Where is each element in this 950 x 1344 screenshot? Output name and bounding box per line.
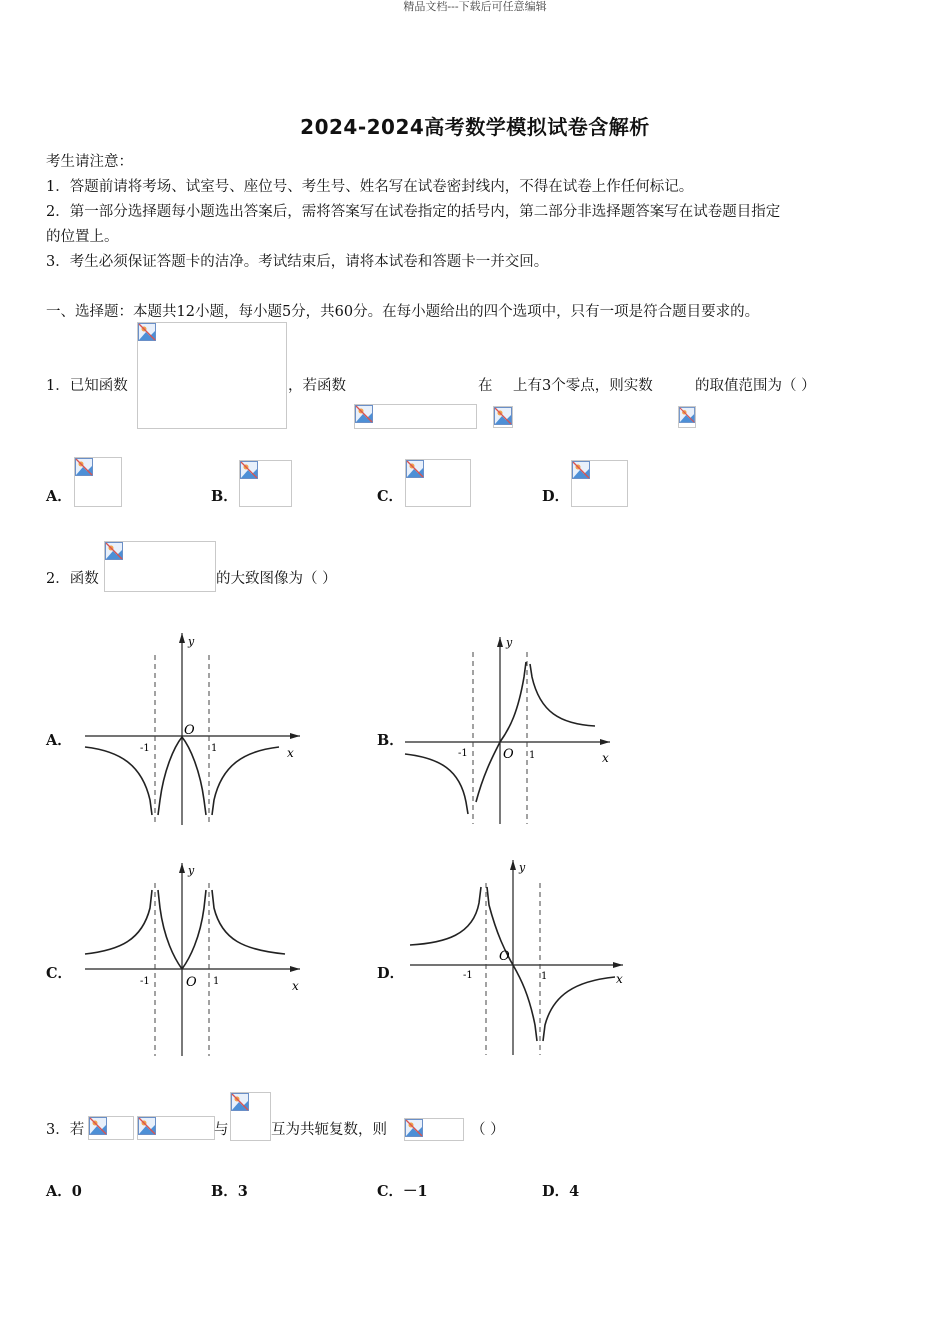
tick-one: 1 (213, 976, 220, 987)
y-axis-arrow (179, 633, 185, 643)
x-label: x (616, 972, 623, 986)
broken-image-icon (231, 1093, 249, 1111)
q2-function-image (104, 541, 216, 592)
tick-neg-one: -1 (463, 970, 473, 981)
q3-d-image (404, 1118, 464, 1141)
page-header: 精品文档---下载后可任意编辑 (403, 0, 547, 13)
q1-option-a-image (74, 457, 122, 507)
tick-neg-one: -1 (140, 743, 150, 754)
q3-option-d-value: 4 (569, 1183, 580, 1200)
q1-option-c-label: C． (377, 488, 404, 505)
y-axis-arrow (497, 637, 503, 647)
q3-c-image (230, 1092, 271, 1141)
y-axis-arrow (179, 863, 185, 873)
q1-interval-image (493, 406, 513, 428)
curve-right-outer (212, 747, 279, 815)
q3-option-c-value: －1 (403, 1183, 428, 1200)
q3-a-image (88, 1116, 134, 1140)
curve-left (410, 887, 481, 945)
q2-option-b-graph (400, 632, 620, 827)
q2-option-d-graph (405, 855, 630, 1060)
q3-option-a-value: 0 (71, 1183, 82, 1200)
broken-image-icon (138, 323, 156, 341)
page-title: 2024-2024高考数学模拟试卷含解析 (300, 115, 650, 139)
q3-option-b-label: B． (211, 1183, 238, 1200)
origin-label: O (499, 949, 510, 964)
broken-image-icon (138, 1117, 156, 1135)
x-axis-arrow (290, 733, 300, 739)
broken-image-icon (572, 461, 590, 479)
curve-right (543, 977, 615, 1041)
q1-option-a-label: A． (46, 488, 72, 505)
notice-item-2: 2．第一部分选择题每小题选出答案后，需将答案写在试卷指定的括号内，第二部分非选择题答案写在试卷题目指定 (46, 204, 781, 220)
tick-neg-one: -1 (140, 976, 150, 987)
q3-option-d-label: D． (542, 1183, 570, 1200)
q1-prefix: 1．已知函数 (46, 378, 128, 394)
origin-label: O (184, 723, 195, 738)
broken-image-icon (89, 1117, 107, 1135)
q1-function-image (137, 322, 287, 429)
q3-option-c (377, 1180, 428, 1201)
q3-option-b (211, 1180, 248, 1201)
broken-image-icon (494, 407, 512, 425)
q1-option-d-label: D． (542, 488, 570, 505)
q2-option-a-label: A． (46, 732, 72, 749)
q3-option-c-label: C． (377, 1183, 404, 1200)
x-axis-arrow (290, 966, 300, 972)
q3-option-a-label: A． (46, 1183, 72, 1200)
q3-option-a (46, 1180, 82, 1201)
x-axis-arrow (600, 739, 610, 745)
q1-text-3: 上有3个零点，则实数 (513, 378, 653, 394)
origin-label: O (186, 975, 197, 990)
broken-image-icon (679, 407, 695, 423)
q2-option-d-label: D． (377, 965, 405, 982)
tick-one: 1 (211, 743, 218, 754)
q3-b-image (137, 1116, 215, 1140)
x-label: x (287, 746, 294, 760)
q3-option-d (542, 1180, 579, 1201)
tick-one: 1 (541, 971, 548, 982)
notice-heading: 考生请注意： (46, 154, 133, 170)
q1-option-d-image (571, 460, 628, 507)
x-axis-arrow (613, 962, 623, 968)
notice-item-3: 3．考生必须保证答题卡的洁净。考试结束后，请将本试卷和答题卡一并交回。 (46, 254, 549, 270)
y-axis-arrow (510, 860, 516, 870)
q1-option-c-image (405, 459, 471, 507)
curve-left-outer (85, 747, 152, 815)
q3-text-2: 互为共轭复数，则 (271, 1122, 387, 1138)
curve-middle (476, 662, 526, 802)
tick-one: 1 (529, 750, 536, 761)
notice-item-2-cont: 的位置上。 (46, 229, 119, 245)
q1-option-b-image (239, 460, 292, 507)
x-label: x (292, 979, 299, 993)
q2-option-c-label: C． (46, 965, 73, 982)
q1-param-image (678, 406, 696, 428)
q3-option-b-value: 3 (237, 1183, 248, 1200)
section-heading: 一、选择题：本题共12小题，每小题5分，共60分。在每小题给出的四个选项中，只有一项是符合题目要求的。 (46, 304, 760, 320)
broken-image-icon (240, 461, 258, 479)
broken-image-icon (105, 542, 123, 560)
curve-right (530, 664, 595, 726)
broken-image-icon (405, 1119, 423, 1137)
q2-option-c-graph (80, 858, 310, 1058)
y-label: y (188, 635, 195, 648)
q2-option-a-graph (80, 625, 310, 830)
q2-option-b-label: B． (377, 732, 404, 749)
broken-image-icon (355, 405, 373, 423)
y-label: y (519, 861, 526, 874)
q3-text-1: 与 (214, 1122, 229, 1138)
q3-suffix: （ ） (471, 1122, 505, 1138)
curve-middle (487, 887, 537, 1041)
tick-neg-one: -1 (458, 748, 468, 759)
y-label: y (188, 864, 195, 877)
notice-item-1: 1．答题前请将考场、试室号、座位号、考生号、姓名写在试卷密封线内，不得在试卷上作任何标记。 (46, 179, 694, 195)
origin-label: O (503, 747, 514, 762)
q1-text-4: 的取值范围为（ ） (695, 378, 816, 394)
curve-left (405, 754, 468, 814)
broken-image-icon (75, 458, 93, 476)
curve-right-outer (212, 890, 285, 954)
q1-text-2: 在 (478, 378, 493, 394)
q1-option-b-label: B． (211, 488, 238, 505)
q1-g-image (354, 404, 477, 429)
curve-left-outer (85, 890, 152, 954)
x-label: x (602, 751, 609, 765)
broken-image-icon (406, 460, 424, 478)
q2-prefix: 2．函数 (46, 571, 99, 587)
q1-text-1: ，若函数 (288, 378, 346, 394)
q2-suffix: 的大致图像为（ ） (216, 571, 337, 587)
y-label: y (506, 636, 513, 649)
q3-prefix: 3．若 (46, 1122, 85, 1138)
